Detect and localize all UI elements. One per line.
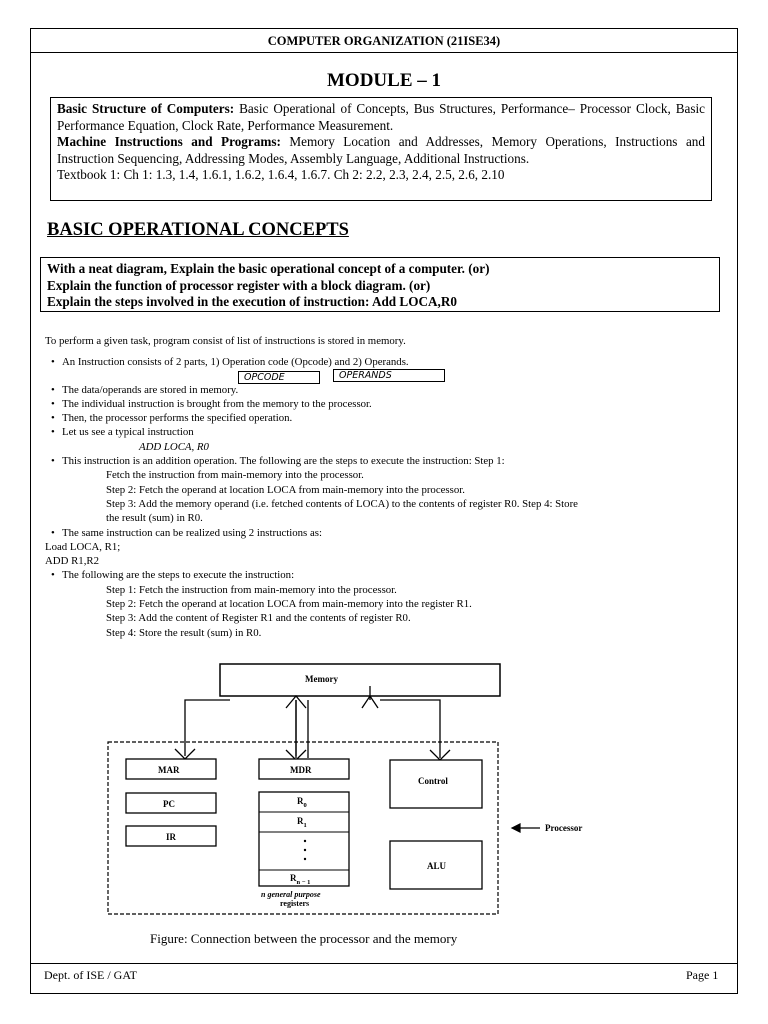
question-3: Explain the steps involved in the execution of instruction: Add LOCA,R0 [47,294,457,309]
r0-label: $R_0$ [297,796,307,809]
syllabus-label-2: Machine Instructions and Programs: [57,134,281,150]
operands-box: OPERANDS [333,369,445,382]
mar-label: MAR [158,765,180,775]
syllabus-label-1: Basic Structure of Computers: [57,101,235,116]
footer-page-number: Page 1 [686,968,719,982]
step-line-2: Step 2: Fetch the operand at location LOCA from main-memory into the processor. [106,483,465,496]
memory-label: Memory [305,674,338,684]
header-divider [30,52,738,53]
bullet-data-stored: • The data/operands are stored in memory. [45,383,725,397]
bullet-addition-op: • This instruction is an addition operation. The following are the steps to execute the instruction: Step 1: [45,454,725,468]
gp-registers-label-1: n general purpose [261,890,321,899]
ir-label: IR [166,832,177,842]
instruction-example: ADD LOCA, R0 [139,440,209,453]
mdr-label: MDR [290,765,312,775]
footer-divider [30,963,738,964]
pc-label: PC [163,799,175,809]
bullet-instruction-parts: • An Instruction consists of 2 parts, 1) Operation code (Opcode) and 2) Operands. [45,355,725,369]
bullet-instruction-fetch: • The individual instruction is brought from the memory to the processor. [45,397,725,411]
step-2: Step 2: Fetch the operand at location LOCA from main-memory into the register R1. [106,598,472,611]
step-line-1: Fetch the instruction from main-memory into the processor. [106,469,364,482]
processor-label: Processor [545,823,583,833]
add-instruction: ADD R1,R2 [45,555,99,568]
section-title: BASIC OPERATIONAL CONCEPTS [47,220,349,240]
memory-bus-arrows [175,686,450,760]
step-4: Step 4: Store the result (sum) in R0. [106,626,262,639]
bullet-two-instructions: • The same instruction can be realized using 2 instructions as: [45,526,725,540]
step-1: Step 1: Fetch the instruction from main-memory into the processor. [106,583,397,596]
question-2: Explain the function of processor register with a block diagram. (or) [47,277,431,293]
figure-caption: Figure: Connection between the processor and the memory [150,931,458,946]
step-line-3: Step 3: Add the memory operand (i.e. fetched contents of LOCA) to the contents of register R0. Step 4: Store [106,497,578,510]
processor-pointer [512,824,540,832]
question-1: With a neat diagram, Explain the basic operational concept of a computer. (or) [47,261,490,276]
opcode-box: OPCODE [238,371,320,384]
syllabus-box [50,97,712,201]
step-3: Step 3: Add the content of Register R1 and the contents of register R0. [106,612,411,625]
bullet-processor-op: • Then, the processor performs the specified operation. [45,411,725,425]
question-box [40,257,720,312]
syllabus-text-1: Basic Operational of Concepts, Bus Structures, Performance– Processor Clock, Basic Performance Equation, Clock Rate, Performance Measurement. [57,101,705,133]
rn-label: $R_{n - 1}$ [290,873,311,886]
bullet-steps: • The following are the steps to execute the instruction: [45,568,725,582]
r1-label: $R_1$ [297,816,307,829]
memory-block [220,664,500,696]
step-line-4: the result (sum) in R0. [106,512,203,525]
processor-memory-diagram [100,656,620,926]
syllabus-textbook: Textbook 1: Ch 1: 1.3, 1.4, 1.6.1, 1.6.2, 1.6.4, 1.6.7. Ch 2: 2.2, 2.3, 2.4, 2.5, 2.6, 2.10 [57,167,505,183]
control-label: Control [418,776,448,786]
alu-label: ALU [427,861,447,871]
bullet-typical-instruction: • Let us see a typical instruction [45,425,725,439]
gp-registers-label-2: registers [280,899,310,908]
module-title: MODULE – 1 [327,70,441,91]
syllabus-text-2: Memory Location and Addresses, Memory Operations, Instructions and Instruction Sequencing, Addressing Modes, Assembly Language, Additional Instructions. [57,134,705,166]
load-instruction: Load LOCA, R1; [45,540,121,553]
intro-text: To perform a given task, program consist of list of instructions is stored in memory. [45,335,406,347]
footer-dept: Dept. of ISE / GAT [44,968,137,982]
header-title: COMPUTER ORGANIZATION (21ISE34) [267,34,501,48]
